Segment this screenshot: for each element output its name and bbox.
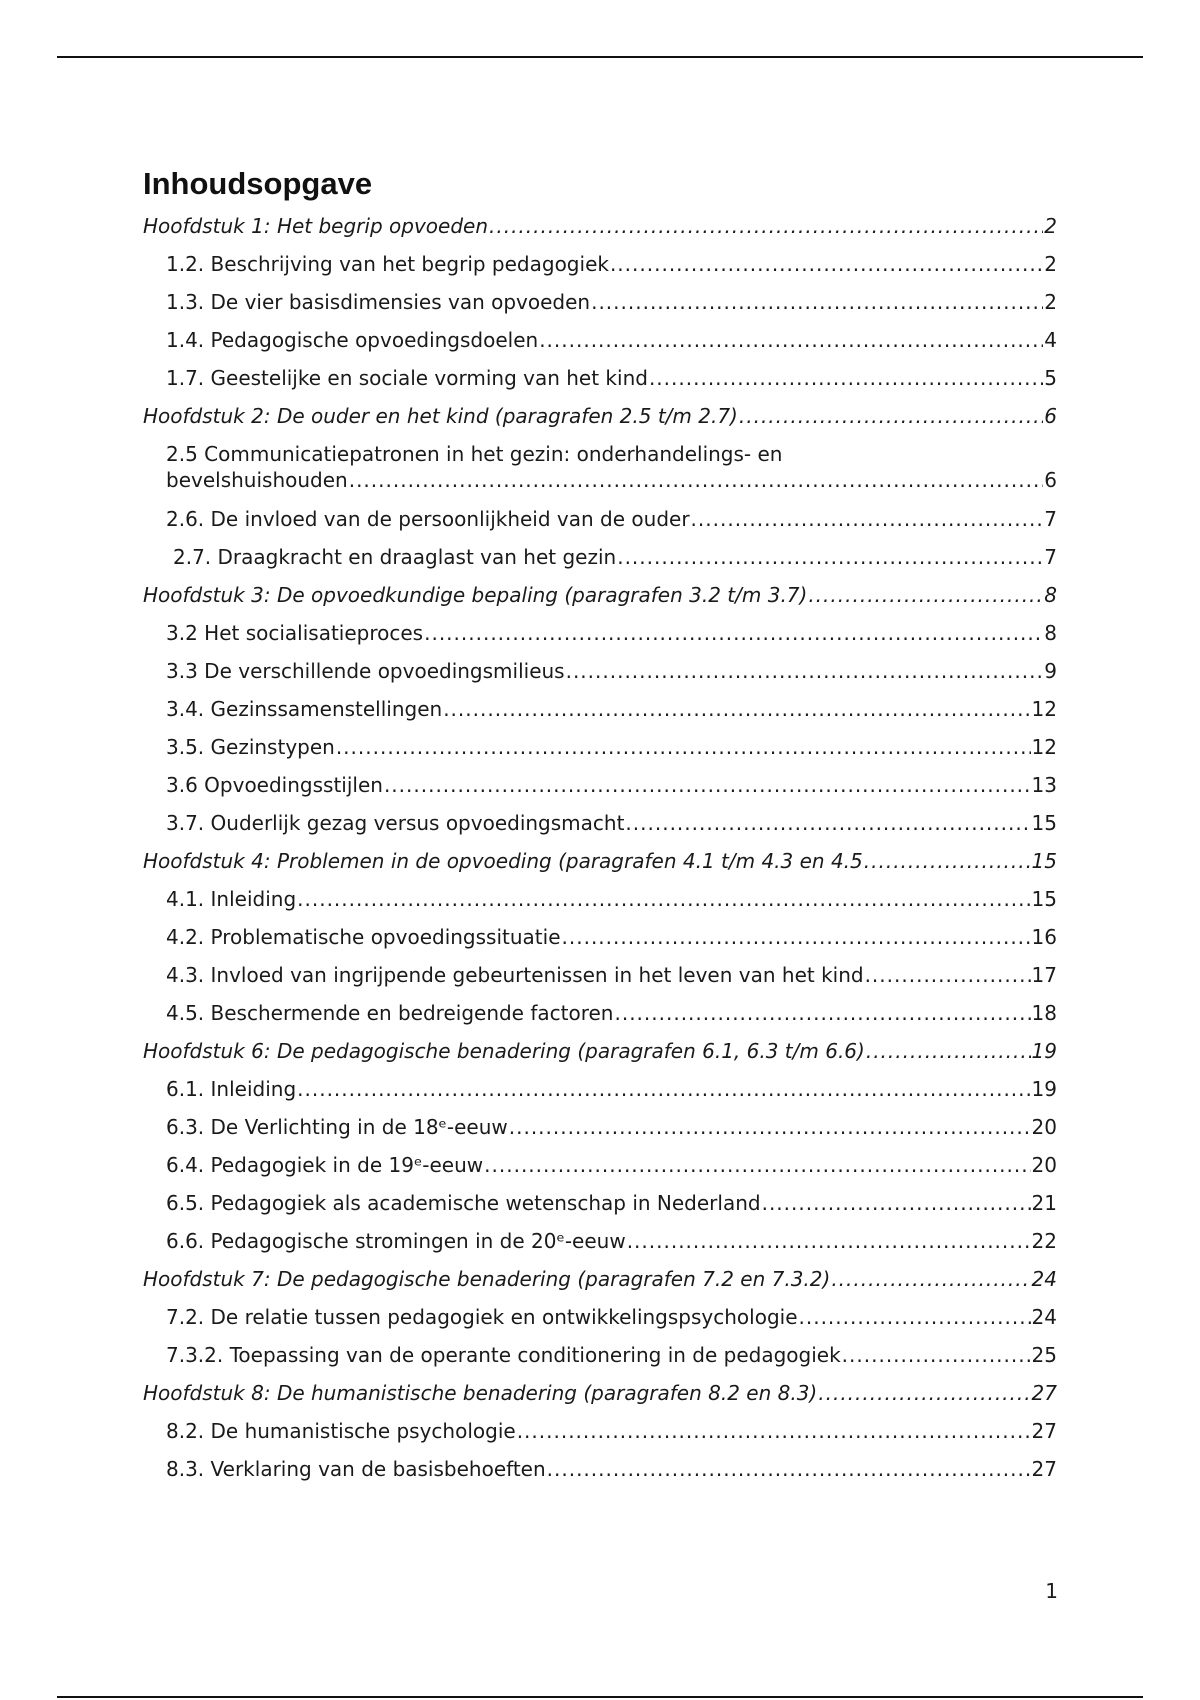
toc-entry-label: 4.1. Inleiding [166, 887, 297, 911]
toc-section-entry[interactable] [143, 1451, 1057, 1489]
toc-dot-leader [566, 658, 1044, 684]
toc-section-entry[interactable] [143, 1337, 1057, 1375]
toc-entry-page: 7 [1044, 507, 1057, 531]
toc-entry-label: 2.6. De invloed van de persoonlijkheid van de ouder [166, 507, 690, 531]
toc-dot-leader [336, 734, 1031, 760]
toc-entry-page: 7 [1044, 545, 1057, 569]
toc-entry-label: 3.7. Ouderlijk gezag versus opvoedingsmacht [166, 811, 625, 835]
toc-dot-leader [842, 1342, 1031, 1368]
toc-chapter-entry[interactable] [143, 1261, 1057, 1299]
toc-chapter-entry[interactable] [143, 208, 1057, 246]
toc-entry-page: 13 [1031, 773, 1057, 797]
toc-entry-page: 9 [1044, 659, 1057, 683]
toc-dot-leader [349, 467, 1044, 493]
toc-entry-page: 6 [1044, 468, 1057, 492]
toc-entry-page: 18 [1031, 1001, 1057, 1025]
toc-entry-label: 6.3. De Verlichting in de 18ᵉ-eeuw [166, 1115, 508, 1139]
toc-entry-page: 2 [1044, 214, 1057, 238]
toc-entry-label: Hoofdstuk 2: De ouder en het kind (paragrafen 2.5 t/m 2.7) [143, 404, 738, 428]
toc-entry-label: 1.7. Geestelijke en sociale vorming van het kind [166, 366, 648, 390]
toc-dot-leader [865, 962, 1031, 988]
toc-section-entry[interactable] [143, 615, 1057, 653]
toc-entry-label: 4.2. Problematische opvoedingssituatie [166, 925, 561, 949]
toc-entry-page: 8 [1044, 583, 1057, 607]
toc-entry-label: 6.5. Pedagogiek als academische wetenschap in Nederland [166, 1191, 761, 1215]
toc-chapter-entry[interactable] [143, 843, 1057, 881]
toc-entry-label: 1.4. Pedagogische opvoedingsdoelen [166, 328, 539, 352]
toc-section-entry[interactable] [143, 653, 1057, 691]
toc-dot-leader [547, 1456, 1031, 1482]
toc-dot-leader [297, 1076, 1030, 1102]
toc-dot-leader [864, 848, 1031, 874]
toc-chapter-entry[interactable] [143, 1375, 1057, 1413]
toc-section-entry[interactable] [143, 767, 1057, 805]
toc-section-entry[interactable] [143, 1109, 1057, 1147]
toc-dot-leader [539, 327, 1043, 353]
toc-entry-page: 8 [1044, 621, 1057, 645]
toc-dot-leader [591, 289, 1043, 315]
toc-entry-page: 20 [1031, 1153, 1057, 1177]
toc-dot-leader [831, 1266, 1030, 1292]
toc-section-entry[interactable] [143, 805, 1057, 843]
toc-dot-leader [627, 1228, 1031, 1254]
toc-entry-page: 19 [1031, 1039, 1057, 1063]
toc-section-entry[interactable] [143, 501, 1057, 539]
toc-entry-label: Hoofdstuk 6: De pedagogische benadering (paragrafen 6.1, 6.3 t/m 6.6) [143, 1039, 865, 1063]
toc-section-entry[interactable] [143, 436, 1057, 501]
toc-entry-label-line2: bevelshuishouden [166, 468, 348, 492]
toc-entry-page: 4 [1044, 328, 1057, 352]
toc-section-entry[interactable] [143, 246, 1057, 284]
toc-section-entry[interactable] [143, 957, 1057, 995]
toc-dot-leader [818, 1380, 1030, 1406]
toc-section-entry[interactable] [143, 995, 1057, 1033]
toc-title: Inhoudsopgave [143, 166, 373, 201]
toc-entry-page: 25 [1031, 1343, 1057, 1367]
toc-section-entry[interactable] [143, 1413, 1057, 1451]
toc-entry-label-line1: 2.5 Communicatiepatronen in het gezin: onderhandelings- en [166, 442, 783, 466]
toc-dot-leader [443, 696, 1030, 722]
toc-entry-page: 20 [1031, 1115, 1057, 1139]
toc-dot-leader [649, 365, 1043, 391]
toc-entry-page: 17 [1031, 963, 1057, 987]
toc-dot-leader [517, 1418, 1031, 1444]
toc-section-entry[interactable] [143, 1223, 1057, 1261]
toc-entry-page: 2 [1044, 252, 1057, 276]
toc-dot-leader [489, 213, 1043, 239]
toc-section-entry[interactable] [143, 360, 1057, 398]
toc-entry-label: 4.5. Beschermende en bedreigende factoren [166, 1001, 614, 1025]
toc-entry-label: 3.2 Het socialisatieproces [166, 621, 424, 645]
toc-entry-page: 21 [1031, 1191, 1057, 1215]
toc-entry-label: 7.3.2. Toepassing van de operante conditionering in de pedagogiek [166, 1343, 841, 1367]
toc-dot-leader [484, 1152, 1030, 1178]
toc-dot-leader [562, 924, 1031, 950]
toc-entry-label: Hoofdstuk 8: De humanistische benadering (paragrafen 8.2 en 8.3) [143, 1381, 818, 1405]
toc-entry-label: Hoofdstuk 1: Het begrip opvoeden [143, 214, 488, 238]
toc-dot-leader [799, 1304, 1031, 1330]
toc-entry-label: 3.6 Opvoedingsstijlen [166, 773, 383, 797]
toc-entry-page: 24 [1031, 1267, 1057, 1291]
toc-dot-leader [424, 620, 1043, 646]
toc-entry-label: Hoofdstuk 7: De pedagogische benadering (paragrafen 7.2 en 7.3.2) [143, 1267, 831, 1291]
toc-entries [143, 208, 1057, 1489]
toc-dot-leader [739, 403, 1043, 429]
toc-entry-label: Hoofdstuk 4: Problemen in de opvoeding (paragrafen 4.1 t/m 4.3 en 4.5 [143, 849, 863, 873]
toc-dot-leader [625, 810, 1030, 836]
toc-entry-label: 2.7. Draagkracht en draaglast van het gezin [173, 545, 617, 569]
toc-section-entry[interactable] [143, 1071, 1057, 1109]
toc-entry-page: 22 [1031, 1229, 1057, 1253]
toc-dot-leader [384, 772, 1031, 798]
toc-entry-label: 1.3. De vier basisdimensies van opvoeden [166, 290, 591, 314]
toc-section-entry[interactable] [143, 729, 1057, 767]
header-rule [57, 56, 1143, 58]
toc-entry-label: 6.1. Inleiding [166, 1077, 297, 1101]
toc-entry-page: 15 [1031, 811, 1057, 835]
toc-section-entry[interactable] [143, 322, 1057, 360]
toc-entry-label: 3.3 De verschillende opvoedingsmilieus [166, 659, 565, 683]
toc-dot-leader [614, 1000, 1030, 1026]
toc-entry-page: 19 [1031, 1077, 1057, 1101]
toc-section-entry[interactable] [143, 1147, 1057, 1185]
toc-entry-page: 27 [1031, 1457, 1057, 1481]
toc-entry-page: 15 [1031, 849, 1057, 873]
toc-dot-leader [762, 1190, 1031, 1216]
toc-entry-label: 3.4. Gezinssamenstellingen [166, 697, 443, 721]
toc-entry-page: 24 [1031, 1305, 1057, 1329]
toc-entry-label: 8.2. De humanistische psychologie [166, 1419, 516, 1443]
toc-entry-page: 27 [1031, 1419, 1057, 1443]
toc-section-entry[interactable] [143, 691, 1057, 729]
toc-entry-page: 6 [1044, 404, 1057, 428]
toc-entry-label: 6.4. Pedagogiek in de 19ᵉ-eeuw [166, 1153, 484, 1177]
toc-dot-leader [866, 1038, 1031, 1064]
toc-entry-page: 12 [1031, 735, 1057, 759]
toc-entry-page: 27 [1031, 1381, 1057, 1405]
toc-dot-leader [617, 544, 1043, 570]
toc-section-entry[interactable] [143, 881, 1057, 919]
toc-section-entry[interactable] [143, 1299, 1057, 1337]
toc-chapter-entry[interactable] [143, 577, 1057, 615]
toc-dot-leader [610, 251, 1043, 277]
toc-section-entry[interactable] [143, 539, 1057, 577]
toc-entry-label: 4.3. Invloed van ingrijpende gebeurtenissen in het leven van het kind [166, 963, 864, 987]
toc-dot-leader [509, 1114, 1031, 1140]
toc-chapter-entry[interactable] [143, 398, 1057, 436]
toc-entry-page: 15 [1031, 887, 1057, 911]
toc-entry-label: 7.2. De relatie tussen pedagogiek en ontwikkelingspsychologie [166, 1305, 798, 1329]
toc-entry-label: Hoofdstuk 3: De opvoedkundige bepaling (paragrafen 3.2 t/m 3.7) [143, 583, 808, 607]
table-of-contents [143, 164, 1057, 1489]
page-number: 1 [1045, 1579, 1058, 1603]
toc-entry-page: 2 [1044, 290, 1057, 314]
toc-chapter-entry[interactable] [143, 1033, 1057, 1071]
footer-rule [57, 1696, 1143, 1698]
toc-entry-label: 3.5. Gezinstypen [166, 735, 335, 759]
toc-dot-leader [808, 582, 1043, 608]
toc-entry-page: 5 [1044, 366, 1057, 390]
toc-entry-page: 12 [1031, 697, 1057, 721]
toc-entry-label: 8.3. Verklaring van de basisbehoeften [166, 1457, 546, 1481]
toc-entry-label: 6.6. Pedagogische stromingen in de 20ᵉ-eeuw [166, 1229, 626, 1253]
toc-section-entry[interactable] [143, 284, 1057, 322]
toc-entry-page: 16 [1031, 925, 1057, 949]
toc-entry-label: 1.2. Beschrijving van het begrip pedagogiek [166, 252, 609, 276]
toc-section-entry[interactable] [143, 1185, 1057, 1223]
toc-section-entry[interactable] [143, 919, 1057, 957]
toc-dot-leader [691, 506, 1044, 532]
toc-dot-leader [297, 886, 1030, 912]
